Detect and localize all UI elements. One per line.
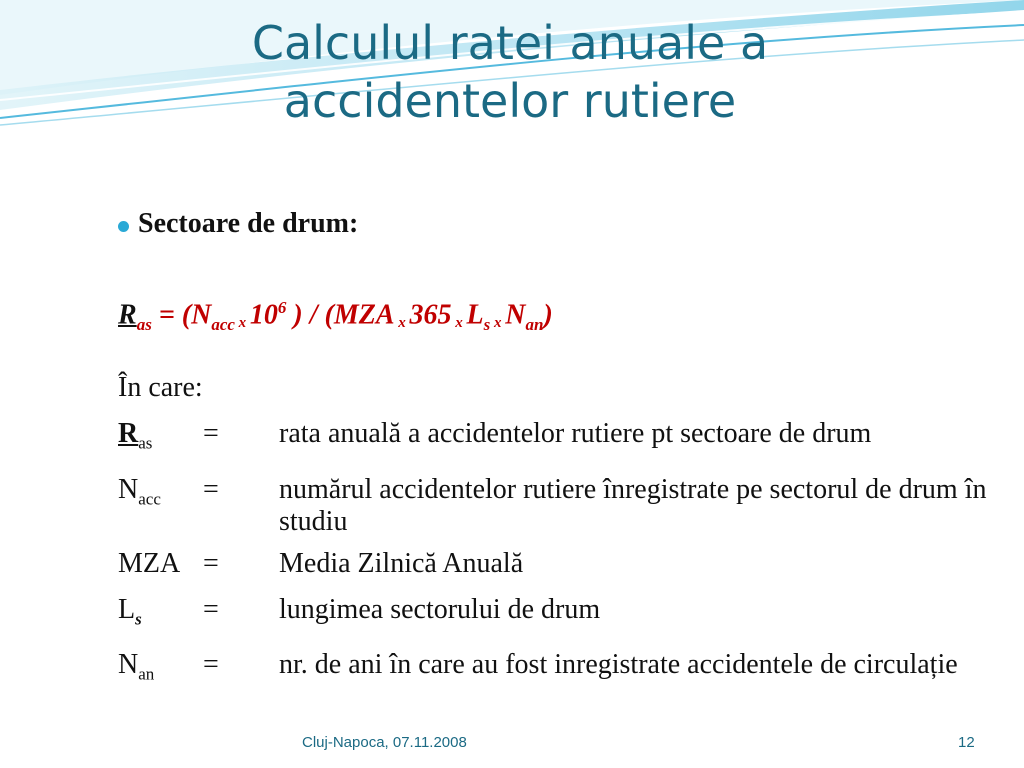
- formula-nan-sub: an: [525, 314, 544, 334]
- formula-close: ): [543, 299, 553, 331]
- slide-title: Calculul ratei anuale a accidentelor rutiere: [251, 16, 769, 128]
- formula-close-div: ) / (MZA: [286, 299, 395, 331]
- footer-date: Cluj-Napoca, 07.11.2008: [302, 734, 467, 751]
- definition-row: [118, 474, 1005, 538]
- formula-times-2: x: [394, 315, 410, 332]
- formula-times-1: x: [234, 315, 250, 332]
- bullet-item: [118, 208, 358, 240]
- definition-equals: =: [203, 649, 219, 681]
- formula-equals: =: [151, 299, 182, 331]
- definition-equals: =: [203, 473, 219, 505]
- formula-days: 365: [409, 299, 452, 331]
- definition-row: [118, 649, 1005, 691]
- formula-nacc-sub: acc: [211, 314, 235, 334]
- definition-description: lungimea sectorului de drum: [279, 593, 601, 625]
- formula-r-sub: as: [136, 314, 152, 334]
- formula-times-3: x: [451, 315, 467, 332]
- formula-n: N: [505, 299, 526, 331]
- definition-description: nr. de ani în care au fost inregistrate accidentele de circulație: [279, 649, 958, 681]
- definition-description: rata anuală a accidentelor rutiere pt sectoare de drum: [279, 418, 872, 449]
- formula-ten-sup: 6: [277, 298, 287, 317]
- formula: [118, 298, 553, 335]
- formula-r: R: [118, 299, 137, 331]
- formula-l: L: [466, 299, 484, 331]
- bullet-dot-icon: [118, 221, 129, 232]
- formula-open: (N: [181, 299, 212, 331]
- definition-equals: =: [203, 547, 219, 579]
- definition-symbol: MZA: [118, 547, 181, 579]
- definition-symbol: $N_{acc}$: [118, 473, 161, 509]
- definition-equals: =: [203, 593, 219, 625]
- formula-ten: 10: [249, 299, 278, 331]
- definition-symbol: $L_s$: [118, 593, 142, 629]
- formula-l-sub: s: [483, 314, 491, 334]
- bullet-text: Sectoare de drum:: [138, 208, 359, 239]
- in-care-label: În care:: [118, 372, 203, 403]
- page-number: 12: [958, 734, 975, 751]
- definition-symbol: $R_{as}$: [118, 418, 153, 453]
- definition-row: [118, 594, 1005, 636]
- definitions-list: [118, 418, 1005, 701]
- formula-times-4: x: [490, 315, 506, 332]
- definition-description: numărul accidentelor rutiere înregistrate pe sectorul de drum în studiu: [279, 473, 987, 537]
- definition-equals: =: [203, 418, 219, 449]
- definition-row: [118, 548, 1005, 580]
- definition-symbol: $N_{an}$: [118, 649, 155, 684]
- definition-description: Media Zilnică Anuală: [279, 547, 524, 579]
- definition-row: [118, 418, 1005, 460]
